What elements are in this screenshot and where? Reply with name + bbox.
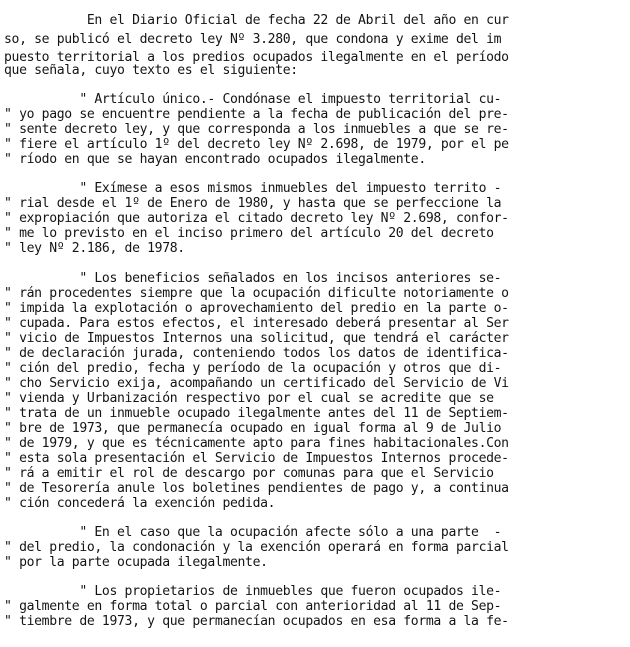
text-line: " Exímese a esos mismos inmuebles del impuesto territo - [4, 181, 502, 196]
text-line: " vienda y Urbanización respectivo por el cual se acredite que se [4, 391, 494, 406]
text-line: " vicio de Impuestos Internos una solicitud, que tendrá el carácter [4, 331, 509, 346]
text-line: " galmente en forma total o parcial con anterioridad al 11 de Sep- [4, 599, 502, 614]
text-line: que señala, cuyo texto es el siguiente: [4, 63, 298, 78]
text-line: " ción concederá la exención pedida. [4, 496, 276, 511]
text-line: " del predio, la condonación y la exención operará en forma parcial [4, 540, 509, 555]
text-line: " de Tesorería anule los boletines pendientes de pago y, a continua [4, 481, 509, 496]
text-line: " ley Nº 2.186, de 1978. [4, 241, 185, 256]
text-line: " ción del predio, fecha y período de la ocupación y otros que di- [4, 361, 502, 376]
text-line: " tiembre de 1973, y que permanecían ocupados en esa forma a la fe- [4, 614, 509, 629]
text-line: so, se publicó el decreto ley Nº 3.280, que condona y exime del im [4, 32, 502, 47]
text-line: " rá a emitir el rol de descargo por comunas para que el Servicio [4, 466, 494, 481]
text-line: " trata de un inmueble ocupado ilegalmente antes del 11 de Septiem- [4, 406, 509, 421]
text-line: " rán procedentes siempre que la ocupación dificulte notoriamente o [4, 286, 509, 301]
text-line: " Los propietarios de inmuebles que fueron ocupados ile- [4, 584, 502, 599]
text-line: " por la parte ocupada ilegalmente. [4, 555, 268, 570]
text-line: " yo pago se encuentre pendiente a la fecha de publicación del pre- [4, 107, 509, 122]
text-line: " rial desde el 1º de Enero de 1980, y hasta que se perfeccione la [4, 196, 502, 211]
text-line: " impida la explotación o aprovechamiento del predio en la parte o- [4, 301, 509, 316]
text-line: " cho Servicio exija, acompañando un certificado del Servicio de Vi [4, 376, 509, 391]
text-line: " Artículo único.- Condónase el impuesto territorial cu- [4, 92, 502, 107]
text-line: " esta sola presentación el Servicio de Impuestos Internos procede- [4, 451, 509, 466]
text-line: " de declaración jurada, conteniendo todos los datos de identifica- [4, 346, 509, 361]
text-line: En el Diario Oficial de fecha 22 de Abril del año en cur [4, 13, 509, 28]
text-line: " me lo previsto en el inciso primero del artículo 20 del decreto [4, 226, 494, 241]
text-line: " expropiación que autoriza el citado decreto ley Nº 2.698, confor- [4, 211, 509, 226]
text-line: " sente decreto ley, y que corresponda a los inmuebles a que se re- [4, 122, 509, 137]
text-line: " cupada. Para estos efectos, el interesado deberá presentar al Ser [4, 316, 509, 331]
text-line: puesto territorial a los predios ocupados ilegalmente en el período [4, 50, 509, 65]
text-line: " de 1979, y que es técnicamente apto para fines habitacionales.Con [4, 436, 509, 451]
text-line: " En el caso que la ocupación afecte sólo a una parte - [4, 525, 502, 540]
text-line: " bre de 1973, que permanecía ocupado en igual forma al 9 de Julio [4, 421, 502, 436]
text-line: " ríodo en que se hayan encontrado ocupados ilegalmente. [4, 152, 426, 167]
text-line: " fiere el artículo 1º del decreto ley Nº 2.698, de 1979, por el pe [4, 137, 509, 152]
text-line: " Los beneficios señalados en los incisos anteriores se- [4, 271, 502, 286]
